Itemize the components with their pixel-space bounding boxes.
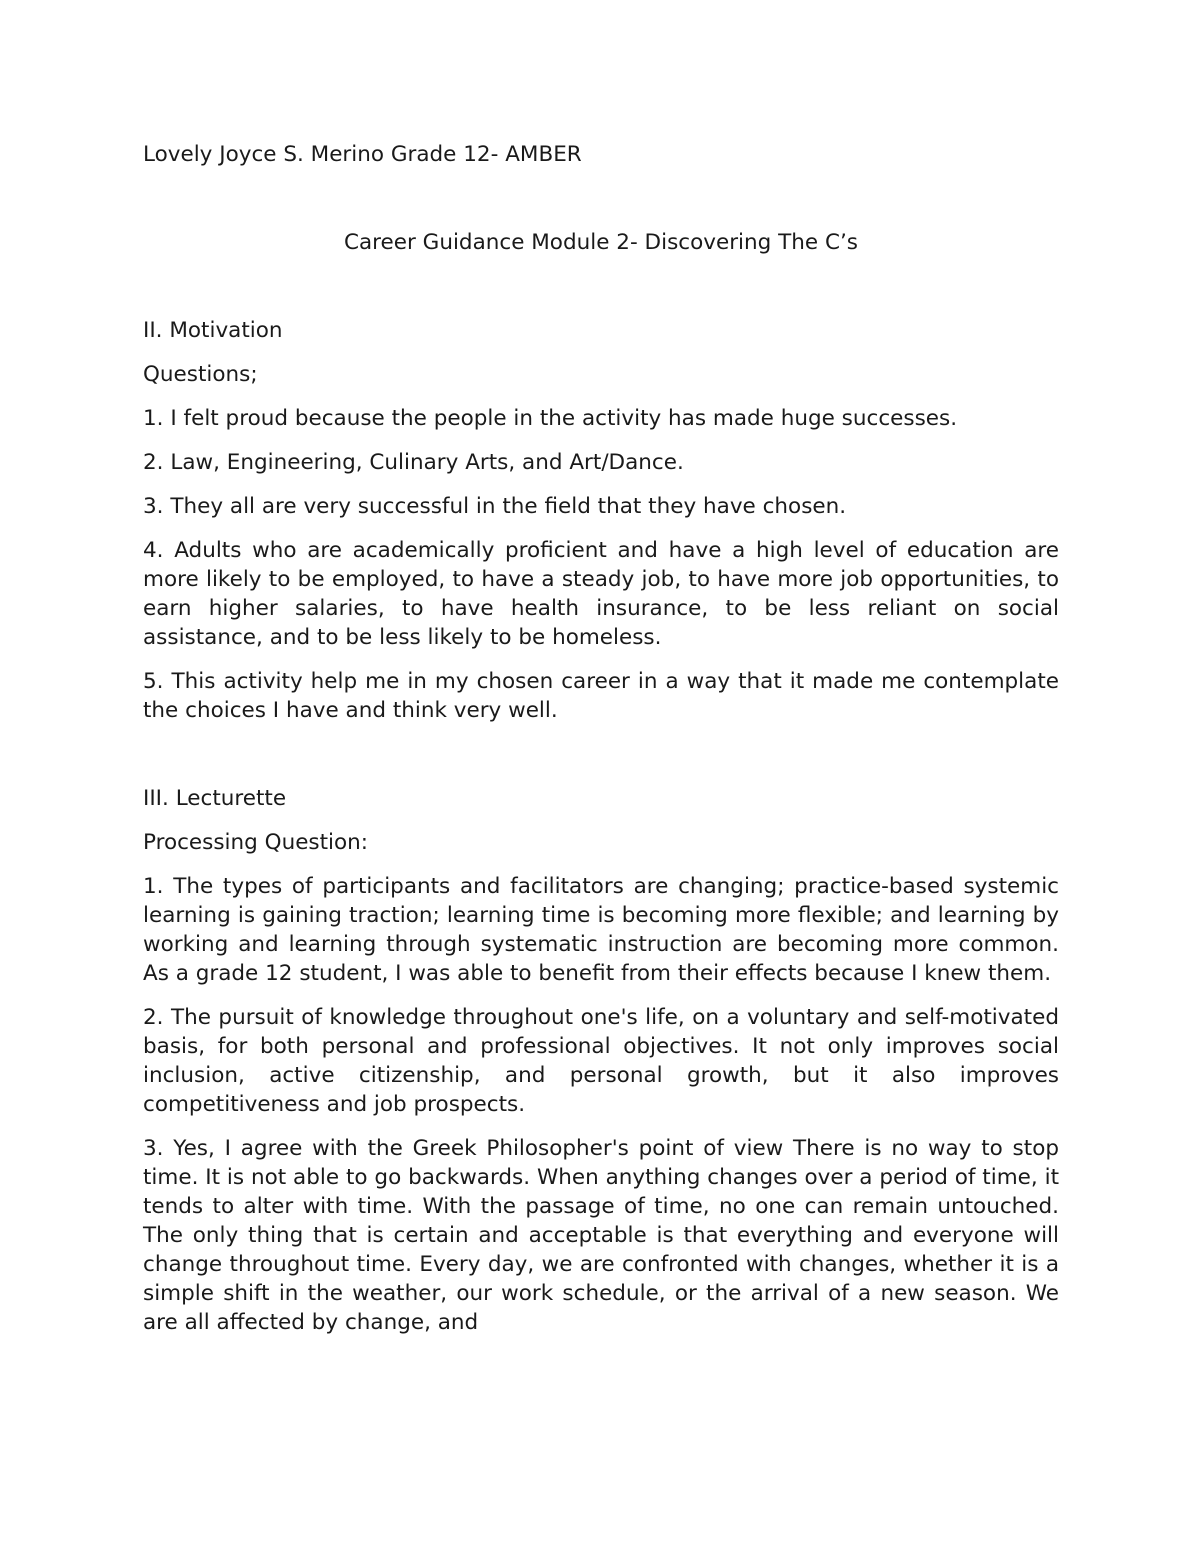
document-title: Career Guidance Module 2- Discovering The C’s [343,230,858,255]
student-info-line: Lovely Joyce S. Merino Grade 12- AMBER [143,142,582,167]
motivation-answer-2: 2. Law, Engineering, Culinary Arts, and Art/Dance. [143,450,684,475]
document-page [143,140,1059,1337]
questions-subheading: Questions; [143,362,258,387]
processing-question-subheading: Processing Question: [143,830,369,855]
lecturette-answer-3: 3. Yes, I agree with the Greek Philosopher's point of view There is no way to stop time. It is not able to go backwards. When anything changes over a period of time, it tends to alter with time. With the passage of time, no one can remain untouched. The only thing that is certain and acceptable is that everything and everyone will change throughout time. Every day, we are confronted with changes, whether it is a simple shift in the weather, our work schedule, or the arrival of a new season. We are all affected by change, and [143,1136,1059,1335]
motivation-answer-4: 4. Adults who are academically proficient and have a high level of education are more likely to be employed, to have a steady job, to have more job opportunities, to earn higher salaries, to have health insurance, to be less reliant on social assistance, and to be less likely to be homeless. [143,538,1059,650]
motivation-answer-1: 1. I felt proud because the people in the activity has made huge successes. [143,406,958,431]
section-heading-motivation: II. Motivation [143,318,283,343]
lecturette-answer-1: 1. The types of participants and facilitators are changing; practice-based systemic learning is gaining traction; learning time is becoming more flexible; and learning by working and learning through systematic instruction are becoming more common. As a grade 12 student, I was able to benefit from their effects because I knew them. [143,874,1059,986]
motivation-answer-5: 5. This activity help me in my chosen career in a way that it made me contemplate the choices I have and think very well. [143,669,1059,723]
motivation-answer-3: 3. They all are very successful in the field that they have chosen. [143,494,847,519]
section-heading-lecturette: III. Lecturette [143,786,287,811]
lecturette-answer-2: 2. The pursuit of knowledge throughout one's life, on a voluntary and self-motivated basis, for both personal and professional objectives. It not only improves social inclusion, active citizenship, and personal growth, but it also improves competitiveness and job prospects. [143,1005,1059,1117]
